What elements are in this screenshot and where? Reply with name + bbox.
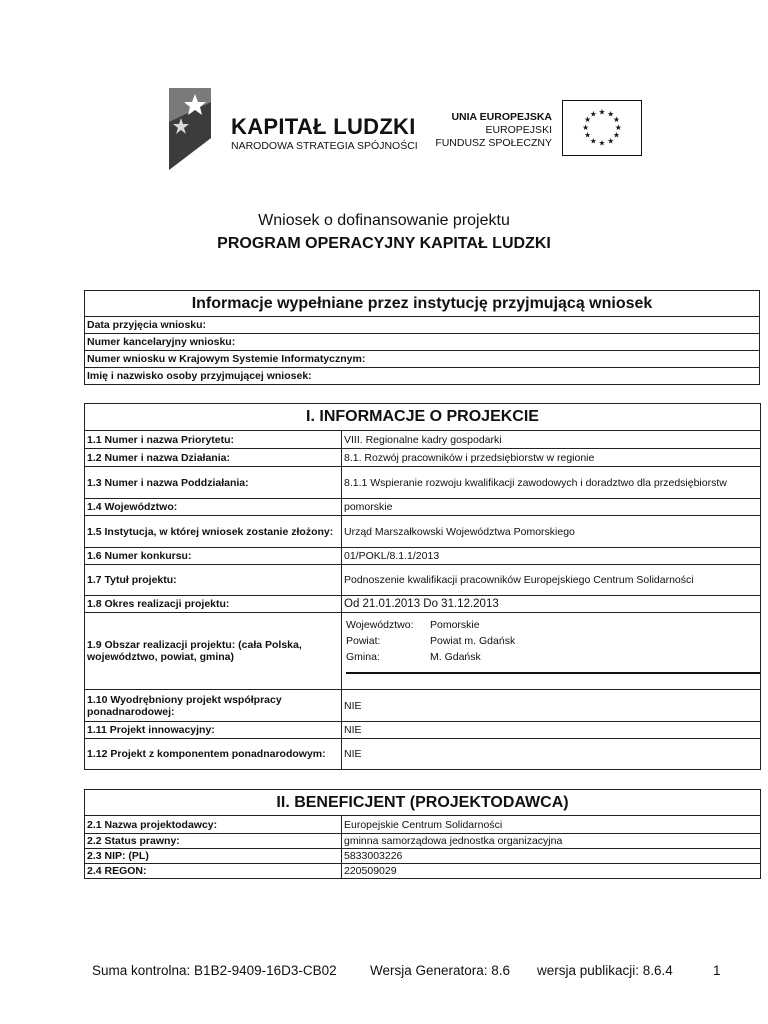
area-value <box>342 613 761 690</box>
table-row <box>85 548 761 565</box>
kapital-ludzki-logo-icon <box>165 88 215 170</box>
innovative-label: 1.11 Projekt innowacyjny: <box>85 722 342 739</box>
beneficiary-heading: II. BENEFICJENT (PROJEKTODAWCA) <box>85 790 761 816</box>
kapital-ludzki-subtitle: NARODOWA STRATEGIA SPÓJNOŚCI <box>231 140 418 152</box>
component-label: 1.12 Projekt z komponentem ponadnarodowym: <box>85 739 342 770</box>
regon-label: 2.4 REGON: <box>85 864 342 879</box>
area-label: 1.9 Obszar realizacji projektu: (cała Polska, województwo, powiat, gmina) <box>85 613 342 690</box>
area-district-value: Powiat m. Gdańsk <box>430 635 516 647</box>
area-divider <box>346 668 760 674</box>
priority-label: 1.1 Numer i nazwa Priorytetu: <box>85 431 342 449</box>
eu-title: UNIA EUROPEJSKA <box>451 111 552 123</box>
svg-text:★: ★ <box>589 109 597 119</box>
legal-status-label: 2.2 Status prawny: <box>85 834 342 849</box>
beneficiary-name-value: Europejskie Centrum Solidarności <box>342 816 761 834</box>
institution-label: 1.5 Instytucja, w której wniosek zostanie złożony: <box>85 516 342 548</box>
voivodeship-value: pomorskie <box>342 499 761 516</box>
project-info-table <box>84 403 761 770</box>
contest-number-label: 1.6 Numer konkursu: <box>85 548 342 565</box>
intake-receiver-field: Imię i nazwisko osoby przyjmującej wniosek: <box>85 368 760 385</box>
svg-text:★: ★ <box>582 122 590 132</box>
eu-fund-line2: FUNDUSZ SPOŁECZNY <box>435 137 552 149</box>
table-row <box>85 565 761 596</box>
svg-text:★: ★ <box>613 130 620 140</box>
table-row <box>85 816 761 834</box>
area-commune-key: Gmina: <box>346 651 380 663</box>
beneficiary-table <box>84 789 761 879</box>
svg-text:★: ★ <box>584 130 591 140</box>
svg-text:★: ★ <box>598 138 606 148</box>
nip-value: 5833003226 <box>342 849 761 864</box>
table-row <box>85 467 761 499</box>
beneficiary-name-label: 2.1 Nazwa projektodawcy: <box>85 816 342 834</box>
document-title: Wniosek o dofinansowanie projektu <box>258 212 510 229</box>
footer-publication-version: wersja publikacji: 8.6.4 <box>537 963 673 978</box>
area-voivodeship-value: Pomorskie <box>430 619 480 631</box>
area-commune-line <box>346 650 758 664</box>
table-row <box>85 431 761 449</box>
innovative-value: NIE <box>342 722 761 739</box>
project-info-heading: I. INFORMACJE O PROJEKCIE <box>85 404 761 431</box>
table-row <box>85 834 761 849</box>
footer-page-number: 1 <box>713 963 721 978</box>
measure-value: 8.1. Rozwój pracowników i przedsiębiorstw w regionie <box>342 449 761 467</box>
legal-status-value: gminna samorządowa jednostka organizacyjna <box>342 834 761 849</box>
kapital-ludzki-title: KAPITAŁ LUDZKI <box>231 114 416 139</box>
table-row <box>85 516 761 548</box>
intake-office-number-field: Numer kancelaryjny wniosku: <box>85 334 760 351</box>
area-district-line <box>346 634 758 648</box>
period-value: Od 21.01.2013 Do 31.12.2013 <box>342 596 761 613</box>
regon-value: 220509029 <box>342 864 761 879</box>
table-row <box>85 499 761 516</box>
eu-fund-line1: EUROPEJSKI <box>485 124 552 136</box>
svg-text:★: ★ <box>607 136 615 146</box>
intake-ksi-number-field: Numer wniosku w Krajowym Systemie Informatycznym: <box>85 351 760 368</box>
institution-value: Urząd Marszałkowski Województwa Pomorskiego <box>342 516 761 548</box>
period-label: 1.8 Okres realizacji projektu: <box>85 596 342 613</box>
table-row <box>85 596 761 613</box>
svg-text:★: ★ <box>607 109 615 119</box>
footer-checksum: Suma kontrolna: B1B2-9409-16D3-CB02 <box>92 963 337 978</box>
voivodeship-label: 1.4 Województwo: <box>85 499 342 516</box>
svg-text:★: ★ <box>598 107 606 117</box>
area-commune-value: M. Gdańsk <box>430 651 481 663</box>
table-row <box>85 739 761 770</box>
table-row <box>85 690 761 722</box>
intake-heading: Informacje wypełniane przez instytucję przyjmującą wniosek <box>85 291 760 317</box>
table-row <box>85 449 761 467</box>
transnational-label: 1.10 Wyodrębniony projekt współpracy ponadnarodowej: <box>85 690 342 722</box>
project-title-value: Podnoszenie kwalifikacji pracowników Europejskiego Centrum Solidarności <box>342 565 761 596</box>
document-subtitle: PROGRAM OPERACYJNY KAPITAŁ LUDZKI <box>217 235 551 252</box>
intake-date-field: Data przyjęcia wniosku: <box>85 317 760 334</box>
eu-flag-icon <box>562 100 642 156</box>
submeasure-value: 8.1.1 Wspieranie rozwoju kwalifikacji zawodowych i doradztwo dla przedsiębiorstw <box>342 467 761 499</box>
area-voivodeship-line <box>346 618 758 632</box>
svg-text:★: ★ <box>614 122 622 132</box>
table-row <box>85 849 761 864</box>
intake-table <box>84 290 760 385</box>
priority-value: VIII. Regionalne kadry gospodarki <box>342 431 761 449</box>
nip-label: 2.3 NIP: (PL) <box>85 849 342 864</box>
svg-text:★: ★ <box>589 136 597 146</box>
component-value: NIE <box>342 739 761 770</box>
transnational-value: NIE <box>342 690 761 722</box>
svg-text:★: ★ <box>584 115 591 125</box>
measure-label: 1.2 Numer i nazwa Działania: <box>85 449 342 467</box>
table-row <box>85 722 761 739</box>
svg-text:★: ★ <box>613 115 620 125</box>
contest-number-value: 01/POKL/8.1.1/2013 <box>342 548 761 565</box>
submeasure-label: 1.3 Numer i nazwa Poddziałania: <box>85 467 342 499</box>
table-row <box>85 613 761 690</box>
project-title-label: 1.7 Tytuł projektu: <box>85 565 342 596</box>
area-voivodeship-key: Województwo: <box>346 619 414 631</box>
table-row <box>85 864 761 879</box>
footer-generator-version: Wersja Generatora: 8.6 <box>370 963 511 978</box>
area-district-key: Powiat: <box>346 635 381 647</box>
